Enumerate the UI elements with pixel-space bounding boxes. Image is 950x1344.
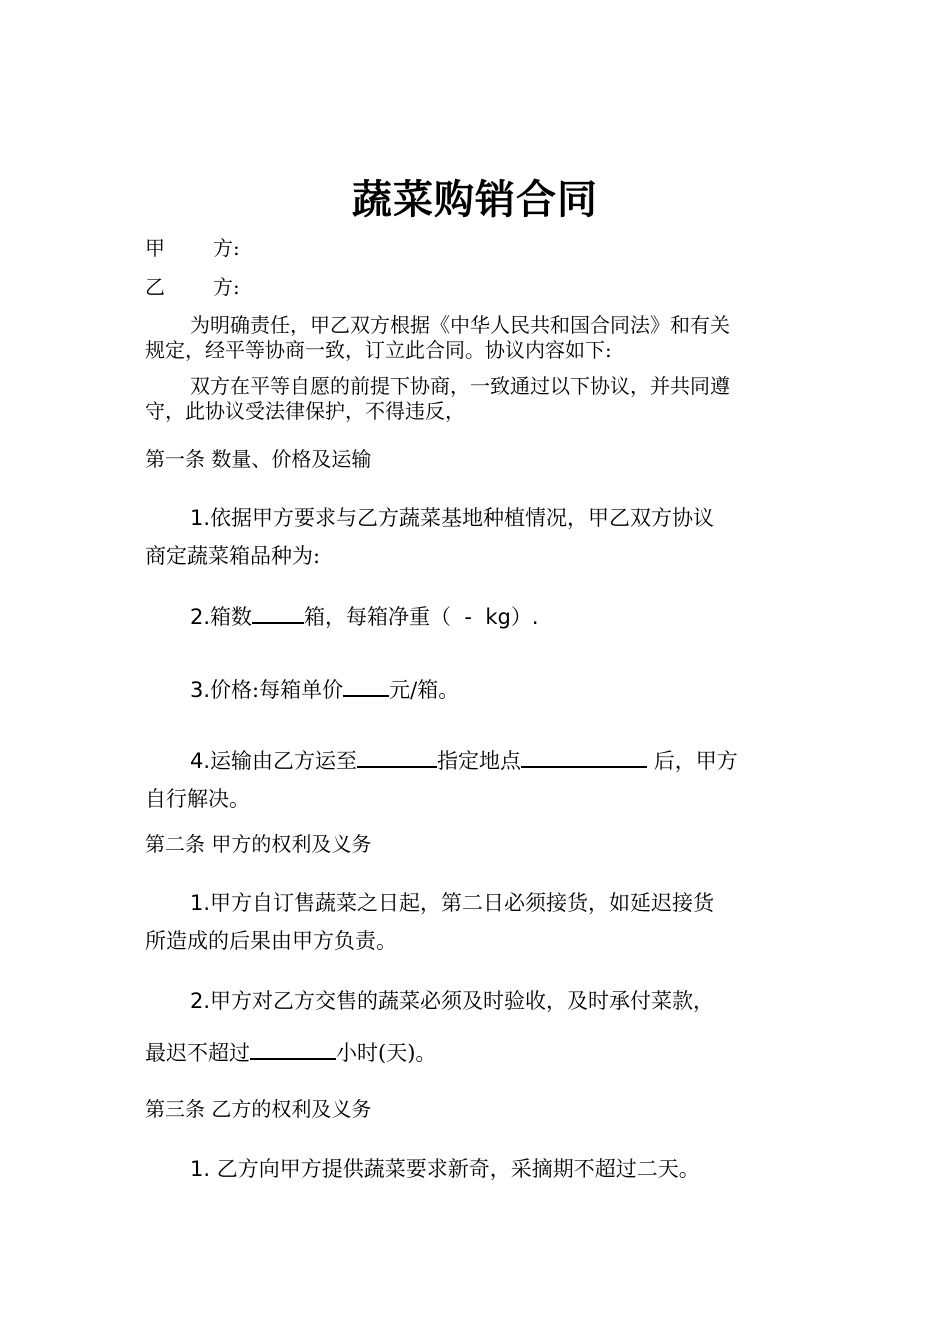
party-a-line: [145, 236, 815, 260]
article-3-heading: 第三条 乙方的权利及义务: [145, 1097, 372, 1121]
article-2-clause-1-line-2: 所造成的后果由甲方负责。: [145, 929, 397, 953]
article-1-clause-4-line-1: 4.运输由乙方运至 指定地点 后，甲方: [190, 746, 860, 774]
article-1-heading: 第一条 数量、价格及运输: [145, 447, 372, 471]
article-1-clause-2: 2.箱数 箱，每箱净重（ - kg）.: [190, 602, 860, 630]
box-count-blank: [252, 602, 304, 624]
article-1-clause-1-line-2: 商定蔬菜箱品种为:: [145, 544, 321, 568]
party-b-label: 乙: [145, 275, 165, 299]
party-a-suffix: 方:: [213, 236, 240, 260]
article-1-clause-4-line-2: 自行解决。: [145, 787, 250, 811]
intro-paragraph-2-line-1: 双方在平等自愿的前提下协商，一致通过以下协议，并共同遵: [190, 374, 730, 398]
party-b-line: [145, 275, 815, 299]
payment-deadline-blank: [250, 1038, 336, 1060]
article-2-clause-2-line-2: 最迟不超过 小时(天)。: [145, 1038, 815, 1066]
intro-paragraph-1-line-1: 为明确责任，甲乙双方根据《中华人民共和国合同法》和有关: [190, 313, 730, 337]
party-a-label: 甲: [145, 236, 165, 260]
article-2-clause-2-line-1: 2.甲方对乙方交售的蔬菜必须及时验收，及时承付菜款，: [190, 989, 715, 1013]
document-title: 蔬菜购销合同: [352, 177, 598, 223]
article-1-clause-1-line-1: 1.依据甲方要求与乙方蔬菜基地种植情况，甲乙双方协议: [190, 506, 715, 530]
location-blank: [521, 746, 647, 768]
intro-paragraph-1-line-2: 规定，经平等协商一致，订立此合同。协议内容如下:: [145, 338, 612, 362]
article-1-clause-3: 3.价格:每箱单价 元/箱。: [190, 675, 860, 703]
intro-paragraph-2-line-2: 守，此协议受法律保护，不得违反，: [145, 399, 465, 423]
party-b-suffix: 方:: [213, 275, 240, 299]
article-2-heading: 第二条 甲方的权利及义务: [145, 832, 372, 856]
article-3-clause-1: 1. 乙方向甲方提供蔬菜要求新奇，采摘期不超过二天。: [190, 1157, 700, 1181]
destination-blank: [357, 746, 437, 768]
unit-price-blank: [343, 675, 389, 697]
article-2-clause-1-line-1: 1.甲方自订售蔬菜之日起，第二日必须接货，如延迟接货: [190, 891, 715, 915]
